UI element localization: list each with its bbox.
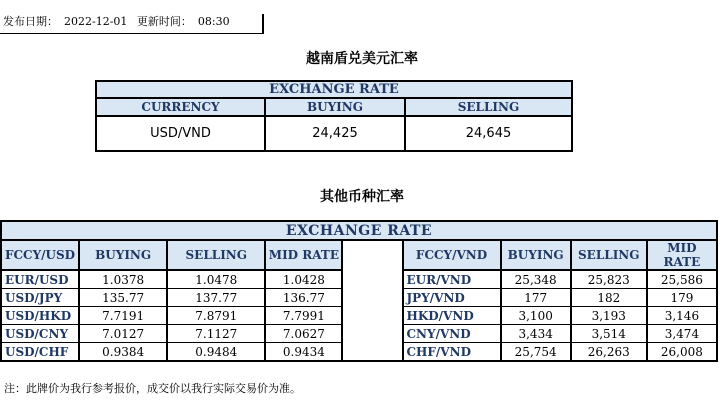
col-currency: CURRENCY (96, 98, 265, 116)
selling-value: 137.77 (167, 289, 265, 307)
table-spacer (342, 240, 402, 361)
pair-code: JPY/VND (403, 289, 501, 307)
publish-info (0, 14, 264, 34)
buying-value: 7.7191 (79, 307, 167, 325)
exchange-rate-bar: EXCHANGE RATE (1, 221, 717, 240)
col-fccy-usd: FCCY/USD (1, 240, 79, 270)
selling-value: 26,263 (571, 343, 647, 362)
selling-value: 182 (571, 289, 647, 307)
pair-code: CHF/VND (403, 343, 501, 362)
mid-value: 26,008 (660, 344, 703, 359)
col-selling: SELLING (405, 98, 572, 116)
buying-value: 25,348 (501, 270, 571, 289)
mid-value: 7.7991 (265, 307, 342, 325)
buying-value: 7.0127 (79, 325, 167, 343)
buying-value: 0.9384 (79, 343, 167, 362)
col-selling: SELLING (167, 240, 265, 270)
pair-code: CNY/VND (403, 325, 501, 343)
selling-value: 3,193 (571, 307, 647, 325)
col-buying: BUYING (265, 98, 405, 116)
col-buying: BUYING (79, 240, 167, 270)
pair-code: EUR/VND (403, 270, 501, 289)
buying-value: 135.77 (79, 289, 167, 307)
col-mid-rate: MID RATE (647, 240, 717, 270)
other-rates-table (0, 220, 718, 362)
col-buying: BUYING (501, 240, 571, 270)
selling-value: 1.0478 (167, 270, 265, 289)
currency-cell: USD/VND (96, 116, 265, 151)
buying-value: 1.0378 (79, 270, 167, 289)
pair-code: USD/CNY (1, 325, 79, 343)
mid-value: 3,474 (647, 325, 717, 343)
publish-date: 2022-12-01 (64, 15, 128, 28)
mid-value: 179 (647, 289, 717, 307)
pair-code: USD/HKD (1, 307, 79, 325)
buying-cell: 24,425 (265, 116, 405, 151)
update-time-label: 更新时间： (136, 15, 192, 28)
col-fccy-vnd: FCCY/VND (403, 240, 501, 270)
selling-value: 3,514 (571, 325, 647, 343)
usd-vnd-table (95, 80, 573, 152)
usd-vnd-title: 越南盾兑美元汇率 (306, 51, 418, 67)
buying-value: 177 (501, 289, 571, 307)
selling-value: 0.9484 (167, 343, 265, 362)
selling-value: 25,823 (571, 270, 647, 289)
buying-value: 3,434 (501, 325, 571, 343)
selling-value: 7.8791 (167, 307, 265, 325)
other-currencies-title: 其他币种汇率 (320, 189, 404, 205)
footnote: 注：此牌价为我行参考报价，成交价以我行实际交易价为准。 (4, 382, 301, 395)
publish-date-label: 发布日期： (3, 15, 58, 28)
pair-code: EUR/USD (1, 270, 79, 289)
pair-code: USD/CHF (1, 343, 79, 362)
mid-value: 136.77 (265, 289, 342, 307)
col-selling: SELLING (571, 240, 647, 270)
mid-value: 25,586 (647, 270, 717, 289)
col-mid-rate: MID RATE (265, 240, 342, 270)
mid-value: 0.9434 (265, 343, 342, 362)
update-time: 08:30 (197, 15, 230, 28)
mid-value: 7.0627 (265, 325, 342, 343)
pair-code: USD/JPY (1, 289, 79, 307)
buying-value: 25,754 (501, 343, 571, 362)
exchange-rate-bar: EXCHANGE RATE (96, 81, 572, 98)
selling-cell: 24,645 (465, 126, 512, 141)
mid-value: 1.0428 (265, 270, 342, 289)
mid-value: 3,146 (647, 307, 717, 325)
buying-value: 3,100 (501, 307, 571, 325)
selling-value: 7.1127 (167, 325, 265, 343)
pair-code: HKD/VND (403, 307, 501, 325)
